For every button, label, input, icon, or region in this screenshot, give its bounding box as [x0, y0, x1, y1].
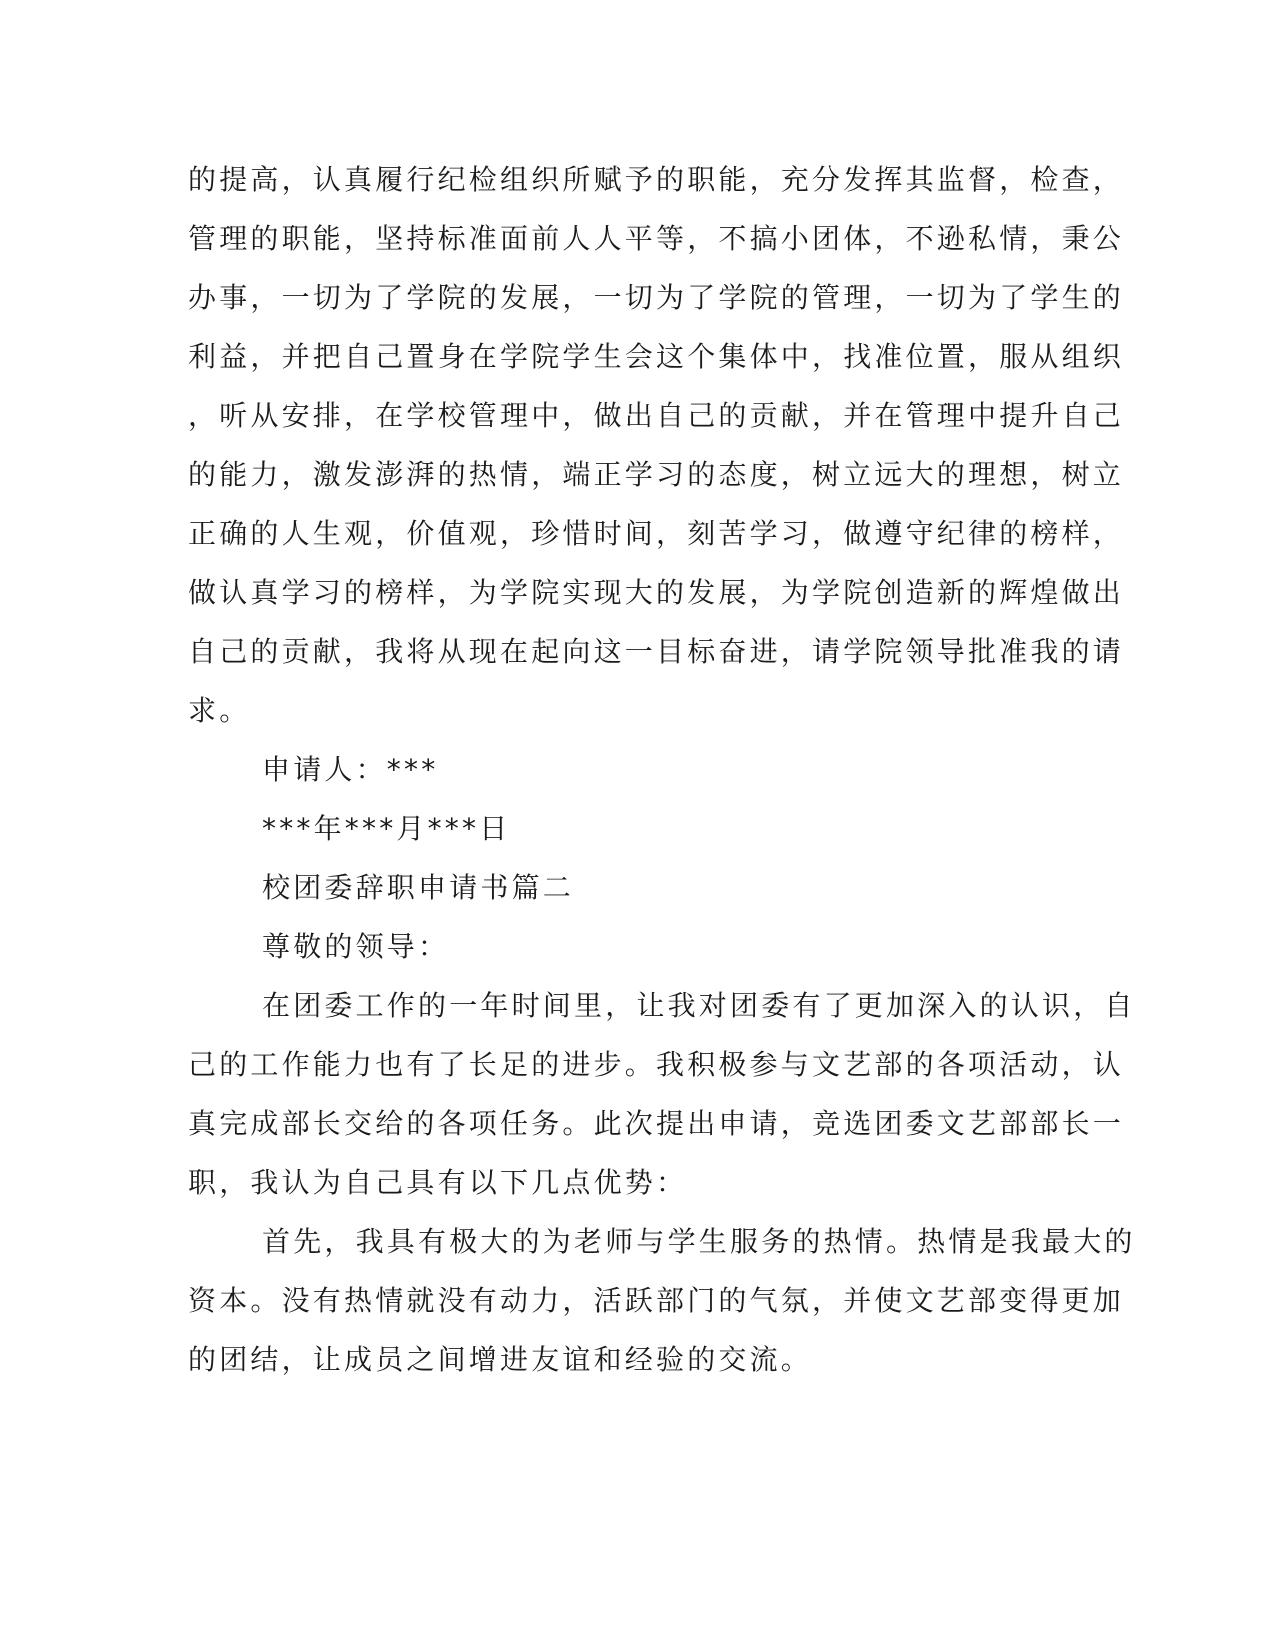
paragraph1-line-9: 自己的贡献，我将从现在起向这一目标奋进，请学院领导批准我的请: [188, 635, 1125, 668]
paragraph3-line-2: 资本。没有热情就没有动力，活跃部门的气氛，并使文艺部变得更加: [188, 1284, 1125, 1317]
paragraph1-line-4: 利益，并把自己置身在学院学生会这个集体中，找准位置，服从组织: [188, 340, 1125, 373]
paragraph1-line-6: 的能力，激发澎湃的热情，端正学习的态度，树立远大的理想，树立: [188, 458, 1125, 491]
salutation: 尊敬的领导：: [262, 930, 450, 963]
date-line: ***年***月***日: [262, 812, 511, 845]
paragraph1-line-7: 正确的人生观，价值观，珍惜时间，刻苦学习，做遵守纪律的榜样，: [188, 517, 1125, 550]
paragraph2-line-3: 真完成部长交给的各项任务。此次提出申请，竞选团委文艺部部长一: [188, 1107, 1125, 1140]
paragraph3-line-1: 首先，我具有极大的为老师与学生服务的热情。热情是我最大的: [262, 1225, 1136, 1258]
paragraph3-line-3: 的团结，让成员之间增进友谊和经验的交流。: [188, 1343, 813, 1376]
paragraph1-line-8: 做认真学习的榜样，为学院实现大的发展，为学院创造新的辉煌做出: [188, 576, 1125, 609]
paragraph2-line-4: 职，我认为自己具有以下几点优势：: [188, 1166, 688, 1199]
paragraph1-line-5: ，听从安排，在学校管理中，做出自己的贡献，并在管理中提升自己: [188, 399, 1125, 432]
applicant-line: 申请人：***: [262, 753, 439, 786]
paragraph1-line-3: 办事，一切为了学院的发展，一切为了学院的管理，一切为了学生的: [188, 281, 1125, 314]
section-title: 校团委辞职申请书篇二: [262, 871, 575, 904]
paragraph2-line-2: 己的工作能力也有了长足的进步。我积极参与文艺部的各项活动，认: [188, 1048, 1125, 1081]
paragraph1-line-2: 管理的职能，坚持标准面前人人平等，不搞小团体，不逊私情，秉公: [188, 222, 1125, 255]
paragraph2-line-1: 在团委工作的一年时间里，让我对团委有了更加深入的认识，自: [262, 989, 1136, 1022]
paragraph1-line-1: 的提高，认真履行纪检组织所赋予的职能，充分发挥其监督，检查，: [188, 163, 1125, 196]
paragraph1-line-10: 求。: [188, 694, 251, 727]
